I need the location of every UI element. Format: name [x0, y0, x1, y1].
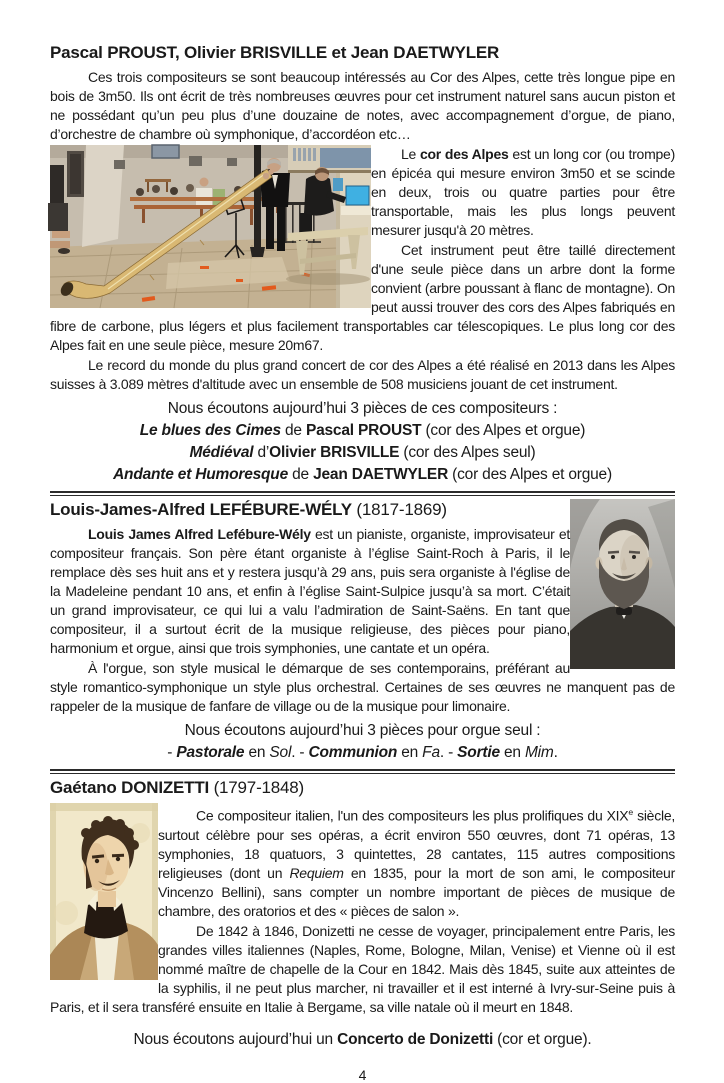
table: [145, 179, 171, 182]
piece-line: Le blues des Cimes de Pascal PROUST (cor des Alpes et orgue): [139, 422, 586, 439]
lefebure-wely-portrait-drawing: [570, 499, 675, 669]
paragraph-cor-des-alpes: Le cor des Alpes est un long cor (ou trompe) en épicéa qui mesure environ 3m50 et se scinde en deux, trois ou quatre parties pour être transportable, mais les plus longs peuvent mesurer jusqu'à 20 mètres.: [371, 146, 675, 238]
piece-line: Andante et Humoresque de Jean DAETWYLER (cor des Alpes et orgue): [113, 466, 612, 483]
organ-keydesk: [341, 206, 371, 215]
organ-screen: [346, 186, 369, 205]
section-title-alpes: Pascal PROUST, Olivier BRISVILLE et Jean DAETWYLER: [50, 43, 500, 62]
paragraph-lefebure-style: À l'orgue, son style musical le démarque de ses contemporains, préférant au style romantico-symphonique un style plus orchestral. Certaines de ses œuvres ne manquent pas de rappeler de la musique de fanfare de village ou de la musique pour limonaire.: [50, 660, 675, 714]
picture-frame: [114, 160, 125, 169]
listen-line-donizetti: Nous écoutons aujourd’hui un Concerto de Donizetti (cor et orgue).: [133, 1030, 592, 1048]
speaker: [50, 165, 64, 205]
picture-frame: [227, 158, 237, 166]
section-alpes: [50, 42, 675, 486]
listen-intro-lefebure: Nous écoutons aujourd’hui 3 pièces pour orgue seul :: [184, 722, 541, 739]
listen-intro-alpes: Nous écoutons aujourd’hui 3 pièces de ces compositeurs :: [167, 400, 558, 417]
alphorn-concert-photo: [50, 145, 371, 308]
paragraph-donizetti-travels: De 1842 à 1846, Donizetti ne cesse de voyager, principalement entre Paris, les grandes villes italiennes (Naples, Rome, Bologne, Milan, Venise) et Vienne où il est nommé maître de chapelle de la Cour en 1842. Mais dès 1845, suite aux atteintes de la syphilis, il ne peut plus marcher, ni travailler et il est interné à Ivry-sur-Seine puis à Paris, et il sera transféré ensuite en Italie à Bergame, sa ville natale où il meurt en 1848.: [50, 922, 675, 1015]
paragraph-instrument: Cet instrument peut être taillé directement d'une seule pièce dans un arbre dont la forme convient (arbre poussant à flanc de montagne). On peut aussi trouver des cors des Alpes fabriqués en fibre de carbone, plus légers et plus facilement transportables car télescopiques. Le plus long cor des Alpes fait en une seule pièce, mesure 20m67.: [50, 242, 675, 353]
section-divider: [50, 769, 675, 774]
alphorn-concert-scene: [50, 145, 371, 308]
section-title-donizetti: Gaétano DONIZETTI (1797-1848): [50, 778, 305, 797]
candle-pole: [254, 145, 261, 251]
photo-text-flow: [50, 145, 675, 394]
donizetti-portrait: [50, 803, 158, 980]
photo-text-flow: [50, 803, 675, 1017]
page-number: 4: [358, 1066, 367, 1083]
seated-spectator: [48, 203, 70, 254]
section-divider: [50, 491, 675, 496]
paragraph-lefebure-bio: Louis James Alfred Lefébure-Wély est un pianiste, organiste, improvisateur et compositeur français. Son père étant organiste à l’église Saint-Roch à Paris, il le remplace dès ses huit ans et y restera jusqu’à 29 ans, puis sera organiste à l'église de la Madeleine pendant 10 ans, et enfin à l’église Saint-Sulpice jusqu’à sa mort. C’était un grand improvisateur, ce qui lui a valu l’admiration de Saint-Saëns. En tant que compositeur, il a surtout écrit de la musique religieuse, des pièces pour piano, harmonium et orgue, ainsi que trois symphonies, une cantate et un opéra.: [50, 526, 570, 656]
organ-bench: [286, 227, 370, 285]
picture-frame: [189, 156, 202, 166]
church-window: [152, 145, 179, 158]
piece-line: - Pastorale en Sol. - Communion en Fa. - Sortie en Mim.: [167, 744, 558, 761]
lefebure-wely-portrait: [570, 499, 675, 669]
organ-screen-small: [333, 178, 343, 191]
donizetti-portrait-drawing: [50, 803, 158, 980]
piece-line: Médiéval d’Olivier BRISVILLE (cor des Alpes seul): [189, 444, 536, 461]
section-lefebure-wely: [50, 499, 675, 764]
section-title-lefebure: Louis-James-Alfred LEFÉBURE-WÉLY (1817-1869): [50, 500, 447, 519]
paragraph-intro: Ces trois compositeurs se sont beaucoup intéressés au Cor des Alpes, cette très longue pipe en bois de 3m50. Ils ont écrit de très nombreuses œuvres pour cet instrument naturel sans aucun piston et ne possédant qu’un peu plus d’une douzaine de notes, avec accompagnement d’orgue, de piano, d’orchestre de chambre où symphonique, d’accordéon etc…: [50, 69, 675, 142]
paragraph-record: Le record du monde du plus grand concert de cor des Alpes a été réalisé en 2013 dans les Alpes suisses à 3.089 mètres d'altitude avec un ensemble de 508 musiciens jouant de cet instrument.: [50, 357, 675, 392]
paragraph-donizetti-bio: Ce compositeur italien, l'un des compositeurs les plus prolifiques du XIXe siècle, surtout célèbre pour ses opéras, a écrit environ 550 œuvres, dont 71 opéras, 13 symphonies, 18 quatuors, 3 quintettes, 28 cantates, 115 autres compositions religieuses (dont un Requiem en 1835, pour la mort de son ami, le compositeur Vincenzo Bellini), sans compter un nombre important de pièces de musique de chambre, des oratorios et des « pièces de salon ».: [158, 807, 675, 919]
section-donizetti: [50, 777, 675, 1051]
